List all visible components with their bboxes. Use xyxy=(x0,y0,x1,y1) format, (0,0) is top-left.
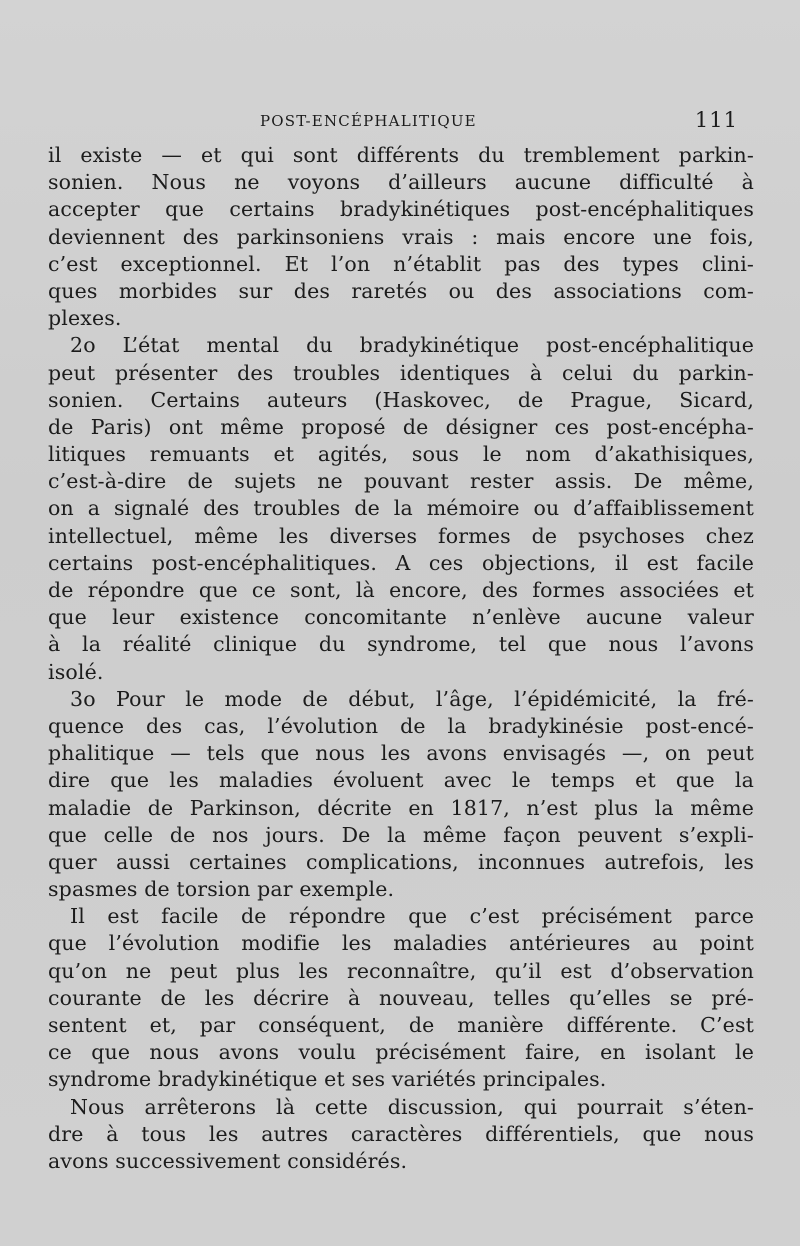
text-line: on a signalé des troubles de la mémoire ou d’affaiblissement xyxy=(48,496,754,521)
text-line: que celle de nos jours. De la même façon peuvent s’expli- xyxy=(48,822,754,847)
text-line: accepter que certains bradykinétiques post-encéphalitiques xyxy=(48,197,754,222)
body-text xyxy=(48,142,754,1175)
text-line: 3o Pour le mode de début, l’âge, l’épidémicité, la fré- xyxy=(70,686,754,711)
text-line: à la réalité clinique du syndrome, tel que nous l’avons xyxy=(48,632,754,657)
text-line: syndrome bradykinétique et ses variétés principales. xyxy=(48,1067,607,1092)
text-line: Il est facile de répondre que c’est précisément parce xyxy=(70,904,754,929)
text-line: qu’on ne peut plus les reconnaître, qu’il est d’observation xyxy=(48,958,754,983)
text-line: spasmes de torsion par exemple. xyxy=(48,877,395,902)
text-line: litiques remuants et agités, sous le nom d’akathisiques, xyxy=(48,442,754,467)
running-title: POST-ENCÉPHALITIQUE xyxy=(260,112,477,130)
text-line: dre à tous les autres caractères différentiels, que nous xyxy=(48,1121,754,1146)
text-line: sonien. Certains auteurs (Haskovec, de Prague, Sicard, xyxy=(48,387,754,412)
text-line: phalitique — tels que nous les avons envisagés —, on peut xyxy=(48,741,754,766)
text-line: que leur existence concomitante n’enlève aucune valeur xyxy=(48,605,754,630)
text-line: de répondre que ce sont, là encore, des formes associées et xyxy=(48,578,754,602)
text-line: avons successivement considérés. xyxy=(48,1148,408,1173)
text-line: certains post-encéphalitiques. A ces objections, il est facile xyxy=(48,550,754,575)
text-line: c’est-à-dire de sujets ne pouvant rester assis. De même, xyxy=(48,469,754,494)
text-line: sonien. Nous ne voyons d’ailleurs aucune difficulté à xyxy=(48,170,754,195)
text-line: de Paris) ont même proposé de désigner ces post-encépha- xyxy=(48,414,754,439)
text-line: il existe — et qui sont différents du tremblement parkin- xyxy=(48,143,754,167)
text-line: c’est exceptionnel. Et l’on n’établit pas des types clini- xyxy=(48,251,754,276)
text-line: quence des cas, l’évolution de la bradykinésie post-encé- xyxy=(48,713,754,738)
text-line: maladie de Parkinson, décrite en 1817, n’est plus la même xyxy=(48,795,754,820)
text-line: 2o L’état mental du bradykinétique post-encéphalitique xyxy=(70,333,754,358)
text-line: courante de les décrire à nouveau, telles qu’elles se pré- xyxy=(48,985,754,1010)
page-header xyxy=(48,106,738,136)
text-line: sentent et, par conséquent, de manière différente. C’est xyxy=(48,1013,754,1037)
text-line: deviennent des parkinsoniens vrais : mais encore une fois, xyxy=(48,224,754,249)
page-number: 111 xyxy=(694,108,738,132)
text-line: plexes. xyxy=(48,306,122,331)
text-line: peut présenter des troubles identiques à celui du parkin- xyxy=(48,360,754,385)
text-line: que l’évolution modifie les maladies antérieures au point xyxy=(48,931,754,956)
text-line: isolé. xyxy=(48,659,104,684)
text-line: dire que les maladies évoluent avec le temps et que la xyxy=(48,768,754,793)
text-line: ce que nous avons voulu précisément faire, en isolant le xyxy=(48,1040,754,1065)
text-line: ques morbides sur des raretés ou des associations com- xyxy=(48,278,754,303)
text-line: Nous arrêterons là cette discussion, qui pourrait s’éten- xyxy=(70,1094,754,1119)
text-line: intellectuel, même les diverses formes de psychoses chez xyxy=(48,523,754,548)
text-line: quer aussi certaines complications, inconnues autrefois, les xyxy=(48,849,754,874)
